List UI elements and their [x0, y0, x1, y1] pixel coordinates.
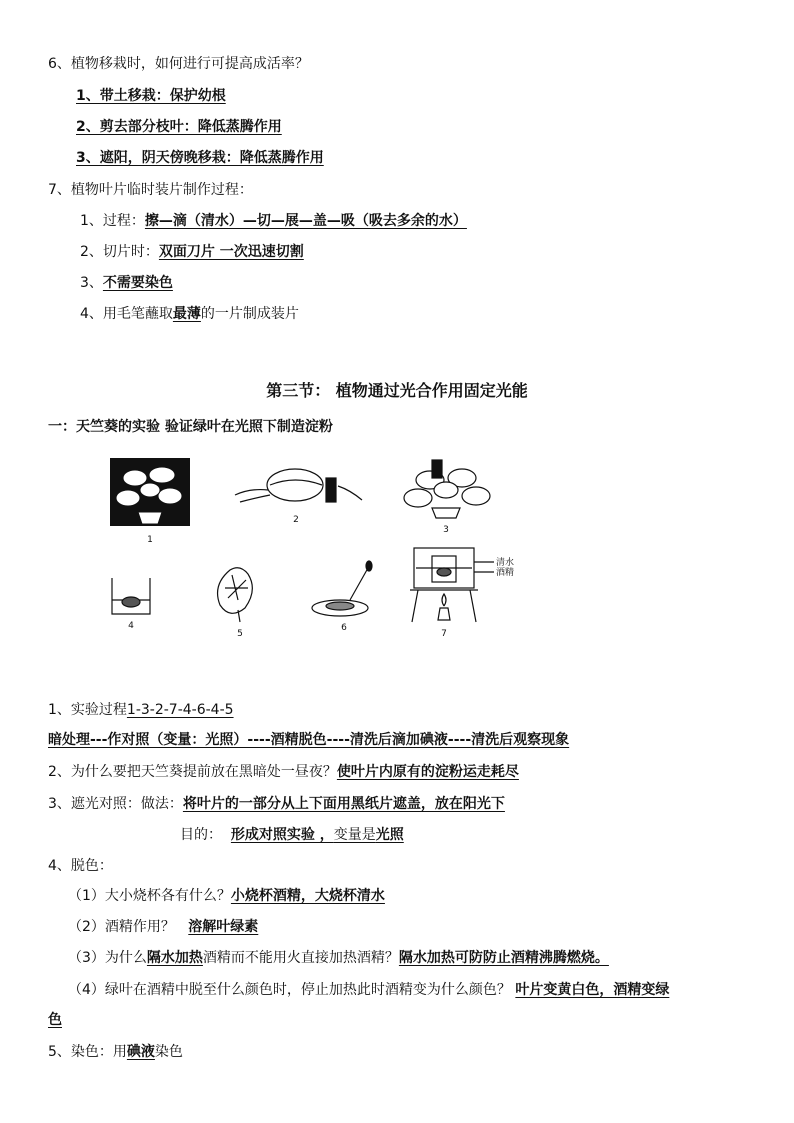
figure-label-6: 6 [341, 623, 347, 633]
exp-step-4: 4、脱色： [48, 858, 113, 874]
q7-step-2 [80, 242, 304, 262]
exp-step-1-label: 1、实验过程 [48, 702, 127, 718]
figure-tag-alcohol: 酒精 [496, 568, 515, 578]
exp-step-5 [48, 1042, 183, 1062]
figure-label-5: 5 [237, 629, 243, 639]
exp-step-4-4 [68, 980, 669, 1000]
section-title: 第三节： 植物通过光合作用固定光能 [266, 381, 528, 400]
exp-step-4-1-q: （1）大小烧杯各有什么？ [68, 888, 231, 904]
exp-step-4-1 [68, 886, 385, 906]
q7-step-3-text: 不需要染色 [102, 275, 173, 291]
exp-flow: 暗处理---作对照（变量：光照）----酒精脱色----清洗后滴加碘液----清洗后观察现象 [48, 732, 570, 748]
figure-panel-4 [112, 578, 150, 614]
exp-step-3-purpose-a: 形成对照实验 ， [230, 827, 334, 843]
exp-step-2 [48, 762, 519, 782]
figure-panel-5 [218, 568, 253, 622]
figure-label-1: 1 [147, 535, 153, 545]
q7-step-3 [80, 273, 173, 293]
q7-step-1-text: 擦—滴（清水）—切—展—盖—吸（吸去多余的水） [144, 213, 467, 229]
figure-panel-6 [312, 561, 372, 616]
q6-answer-3: 3、遮阳，阴天傍晚移栽：降低蒸腾作用 [76, 150, 324, 166]
exp-step-4-1-a: 小烧杯酒精，大烧杯清水 [230, 888, 385, 904]
exp-step-2-a: 使叶片内原有的淀粉运走耗尽 [336, 764, 519, 780]
exp-step-3 [48, 794, 505, 814]
exp-step-4-3-a: 隔水加热可防防止酒精沸腾燃烧。 [398, 950, 609, 966]
exp-step-3-label: 3、遮光对照：做法： [48, 796, 183, 812]
figure-panel-2 [235, 469, 362, 502]
q7-step-2-text: 双面刀片 一次迅速切割 [158, 244, 304, 260]
q7-step-3-label: 3、 [80, 275, 103, 291]
exp-step-1 [48, 700, 234, 720]
figure-label-4: 4 [128, 621, 134, 631]
experiment-figure [100, 450, 524, 645]
exp-step-4-2-q: （2）酒精作用？ [68, 919, 175, 935]
exp-step-4-4-a2: 色 [48, 1012, 62, 1028]
q7-step-4-pre: 4、用毛笔蘸取 [80, 306, 173, 322]
figure-panel-1 [110, 458, 190, 526]
q7-question: 7、植物叶片临时装片制作过程： [48, 182, 253, 198]
exp-step-2-q: 2、为什么要把天竺葵提前放在黑暗处一昼夜？ [48, 764, 337, 780]
exp-step-5-pre: 5、染色：用 [48, 1044, 127, 1060]
exp-step-4-4-a1: 叶片变黄白色，酒精变绿 [515, 982, 670, 998]
q7-step-4-post: 的一片制成装片 [200, 306, 299, 322]
exp-step-4-3-q2: 酒精而不能用火直接加热酒精？ [202, 950, 399, 966]
exp-step-1-text: 1-3-2-7-4-6-4-5 [126, 702, 234, 718]
exp-step-4-2 [68, 917, 258, 937]
exp-step-3-a: 将叶片的一部分从上下面用黑纸片遮盖，放在阳光下 [182, 796, 505, 812]
exp-step-3-purpose-label: 目的： [180, 827, 222, 843]
exp-step-5-em: 碘液 [126, 1044, 155, 1060]
q7-step-1-label: 1、过程： [80, 213, 145, 229]
section-subtitle: 一：天竺葵的实验 验证绿叶在光照下制造淀粉 [48, 419, 333, 435]
figure-label-7: 7 [441, 629, 447, 639]
q6-question: 6、植物移栽时，如何进行可提高成活率？ [48, 56, 309, 72]
q7-step-1 [80, 211, 467, 231]
exp-step-5-post: 染色 [154, 1044, 183, 1060]
exp-step-4-2-a: 溶解叶绿素 [188, 919, 259, 935]
q7-step-4 [80, 304, 299, 324]
exp-step-4-4-q: （4）绿叶在酒精中脱至什么颜色时，停止加热此时酒精变为什么颜色？ [68, 982, 511, 998]
q6-answer-1: 1、带土移栽：保护幼根 [76, 88, 226, 104]
q7-step-4-em: 最薄 [172, 306, 201, 322]
exp-step-3-purpose-b: 光照 [375, 827, 404, 843]
figure-tag-water: 清水 [496, 558, 515, 568]
exp-step-4-3-em: 隔水加热 [146, 950, 203, 966]
figure-label-2: 2 [293, 515, 299, 525]
exp-step-3-purpose [180, 825, 404, 845]
q6-answer-2: 2、剪去部分枝叶：降低蒸腾作用 [76, 119, 282, 135]
figure-label-3: 3 [443, 525, 449, 535]
exp-step-4-3 [68, 948, 609, 968]
exp-step-4-3-q1: （3）为什么 [68, 950, 147, 966]
figure-panel-7 [410, 548, 494, 622]
q7-step-2-label: 2、切片时： [80, 244, 159, 260]
figure-panel-3 [404, 460, 490, 518]
exp-step-3-purpose-mid: 变量是 [333, 827, 376, 843]
